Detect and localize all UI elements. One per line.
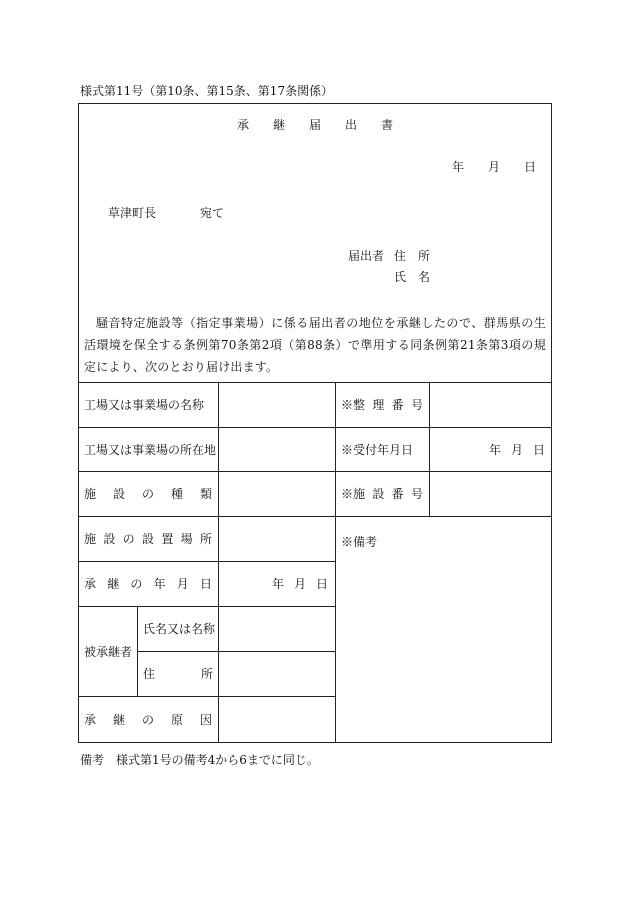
succession-cause-label: 承 継 の 原 因 bbox=[84, 713, 212, 727]
date-line[interactable]: 年 月 日 bbox=[452, 160, 537, 174]
notifier-name-label: 氏 名 bbox=[394, 270, 431, 284]
ref-number-label: ※整 理 番 号 bbox=[341, 398, 423, 412]
addressee-suffix: 宛て bbox=[200, 206, 225, 220]
col-line bbox=[429, 382, 430, 516]
form-number-label: 様式第11号（第10条、第15条、第17条関係） bbox=[80, 84, 334, 98]
received-date-label: ※受付年月日 bbox=[341, 442, 414, 457]
facility-number-label: ※施 設 番 号 bbox=[341, 487, 423, 501]
statement-paragraph: 騒音特定施設等（指定事業場）に係る届出者の地位を承継したので、群馬県の生活環境を保全する条例第70条第2項（第88条）で準用する同条例第21条第3項の規定により、次のとおり届け出ます。 bbox=[84, 316, 546, 374]
received-date-value[interactable]: 年 月 日 bbox=[489, 442, 545, 457]
predecessor-address-label: 住 所 bbox=[143, 667, 213, 681]
col-line bbox=[218, 382, 219, 743]
succession-date-label: 承 継 の 年 月 日 bbox=[84, 577, 212, 591]
predecessor-label: 被承継者 bbox=[84, 644, 133, 659]
facility-type-label: 施 設 の 種 類 bbox=[84, 487, 212, 501]
footnote: 備考 様式第1号の備考4から6までに同じ。 bbox=[80, 753, 319, 767]
notifier-label: 届出者 bbox=[348, 249, 385, 263]
factory-location-label: 工場又は事業場の所在地 bbox=[84, 442, 217, 457]
succession-date-value[interactable]: 年 月 日 bbox=[272, 577, 328, 591]
facility-place-label: 施 設 の 設 置 場 所 bbox=[84, 532, 212, 546]
addressee-name: 草津町長 bbox=[108, 206, 157, 220]
form-title: 承 継 届 出 書 bbox=[236, 118, 393, 132]
notifier-address-label: 住 所 bbox=[394, 249, 431, 263]
col-line bbox=[137, 606, 138, 696]
col-line bbox=[335, 382, 336, 743]
factory-name-label: 工場又は事業場の名称 bbox=[84, 398, 205, 412]
predecessor-name-label: 氏名又は名称 bbox=[143, 622, 216, 636]
remarks-label: ※備考 bbox=[341, 535, 378, 549]
